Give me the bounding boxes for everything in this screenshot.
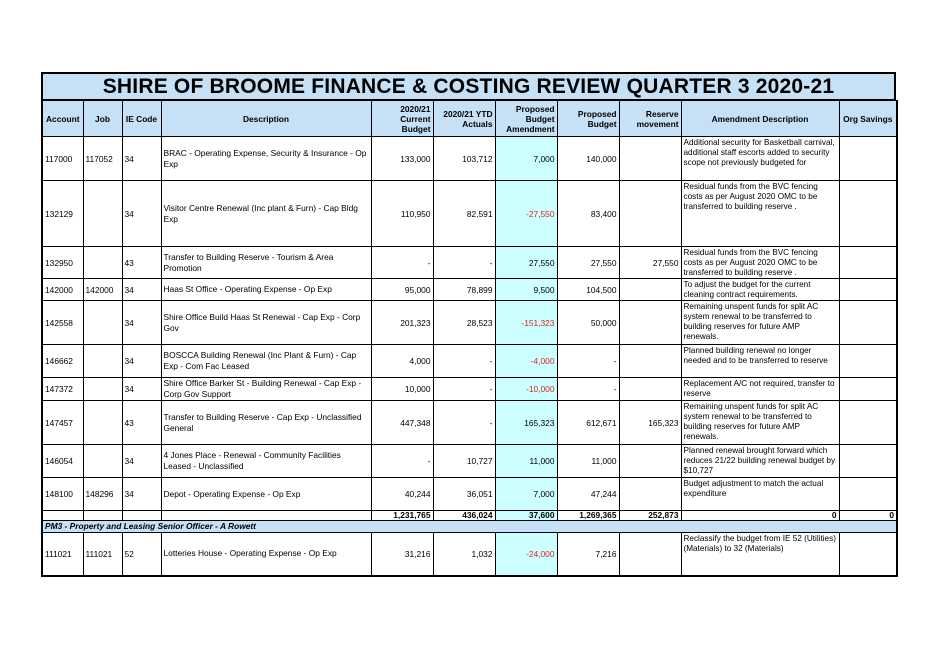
table-row: [42, 345, 897, 378]
ie-code-cell: 34: [122, 345, 161, 378]
description-cell: Lotteries House - Operating Expense - Op Exp: [161, 533, 371, 576]
description-cell: BOSCCA Building Renewal (Inc Plant & Furn) - Cap Exp - Com Fac Leased: [161, 345, 371, 378]
total-ytd-actuals: 436,024: [433, 511, 495, 521]
job-cell: 148296: [83, 478, 122, 511]
header-row: [42, 101, 897, 137]
org-savings-cell: [839, 137, 897, 181]
table-row: [42, 247, 897, 279]
reserve-movement-cell: [619, 533, 681, 576]
job-cell: 142000: [83, 279, 122, 301]
reserve-movement-cell: [619, 279, 681, 301]
description-cell: 4 Jones Place - Renewal - Community Facilities Leased - Unclassified: [161, 445, 371, 478]
org-savings-cell: [839, 401, 897, 445]
current-budget-cell: 447,348: [371, 401, 433, 445]
proposed-budget-cell: 140,000: [557, 137, 619, 181]
empty-cell: [122, 511, 161, 521]
col-account: Account: [42, 101, 83, 137]
proposed-budget-cell: 11,000: [557, 445, 619, 478]
total-reserve-movement: 252,873: [619, 511, 681, 521]
amendment-description-cell: Reclassify the budget from IE 52 (Utilities) (Materials) to 32 (Materials): [681, 533, 839, 576]
account-cell: 146662: [42, 345, 83, 378]
ytd-actuals-cell: -: [433, 345, 495, 378]
description-cell: Haas St Office - Operating Expense - Op Exp: [161, 279, 371, 301]
amendment-cell: 11,000: [495, 445, 557, 478]
description-cell: Visitor Centre Renewal (Inc plant & Furn) - Cap Bldg Exp: [161, 181, 371, 247]
col-current-budget: 2020/21 Current Budget: [371, 101, 433, 137]
amendment-description-cell: Remaining unspent funds for split AC system renewal to be transferred to building reserves for future AMP renewals.: [681, 301, 839, 345]
total-org-savings: 0: [839, 511, 897, 521]
total-proposed-budget: 1,269,365: [557, 511, 619, 521]
org-savings-cell: [839, 478, 897, 511]
reserve-movement-cell: [619, 181, 681, 247]
table-row: [42, 378, 897, 401]
description-cell: Shire Office Build Haas St Renewal - Cap Exp - Corp Gov: [161, 301, 371, 345]
org-savings-cell: [839, 533, 897, 576]
amendment-description-cell: Planned building renewal no longer needed and to be transferred to reserve: [681, 345, 839, 378]
amendment-description-cell: Remaining unspent funds for split AC system renewal to be transferred to building reserves for future AMP renewals.: [681, 401, 839, 445]
job-cell: 117052: [83, 137, 122, 181]
amendment-description-cell: Additional security for Basketball carnival, additional staff escorts added to security scope not previously budgeted for: [681, 137, 839, 181]
total-amendment-description: 0: [681, 511, 839, 521]
amendment-cell: 7,000: [495, 137, 557, 181]
account-cell: 142000: [42, 279, 83, 301]
current-budget-cell: -: [371, 445, 433, 478]
ie-code-cell: 34: [122, 137, 161, 181]
proposed-budget-cell: 27,550: [557, 247, 619, 279]
org-savings-cell: [839, 378, 897, 401]
reserve-movement-cell: 165,323: [619, 401, 681, 445]
total-amendment: 37,600: [495, 511, 557, 521]
current-budget-cell: 110,950: [371, 181, 433, 247]
job-cell: [83, 445, 122, 478]
col-org-savings: Org Savings: [839, 101, 897, 137]
empty-cell: [161, 511, 371, 521]
description-cell: Depot - Operating Expense - Op Exp: [161, 478, 371, 511]
org-savings-cell: [839, 247, 897, 279]
ytd-actuals-cell: 28,523: [433, 301, 495, 345]
current-budget-cell: 4,000: [371, 345, 433, 378]
table-row: [42, 445, 897, 478]
totals-row: [42, 511, 897, 521]
amendment-description-cell: Residual funds from the BVC fencing costs as per August 2020 OMC to be transferred to building reserve .: [681, 181, 839, 247]
job-cell: [83, 181, 122, 247]
section-row: [42, 521, 897, 533]
table-row: [42, 279, 897, 301]
proposed-budget-cell: 83,400: [557, 181, 619, 247]
empty-cell: [83, 511, 122, 521]
table-row: [42, 401, 897, 445]
ie-code-cell: 34: [122, 445, 161, 478]
ie-code-cell: 34: [122, 279, 161, 301]
ie-code-cell: 43: [122, 247, 161, 279]
amendment-description-cell: Budget adjustment to match the actual expenditure: [681, 478, 839, 511]
report-title: SHIRE OF BROOME FINANCE & COSTING REVIEW QUARTER 3 2020-21: [41, 72, 896, 100]
ie-code-cell: 34: [122, 478, 161, 511]
proposed-budget-cell: 47,244: [557, 478, 619, 511]
proposed-budget-cell: 612,671: [557, 401, 619, 445]
ytd-actuals-cell: 1,032: [433, 533, 495, 576]
job-cell: [83, 345, 122, 378]
ytd-actuals-cell: 78,899: [433, 279, 495, 301]
amendment-cell: -24,000: [495, 533, 557, 576]
proposed-budget-cell: -: [557, 378, 619, 401]
col-ie-code: IE Code: [122, 101, 161, 137]
amendment-cell: -10,000: [495, 378, 557, 401]
amendment-cell: 27,550: [495, 247, 557, 279]
amendment-description-cell: Residual funds from the BVC fencing costs as per August 2020 OMC to be transferred to building reserve .: [681, 247, 839, 279]
account-cell: 148100: [42, 478, 83, 511]
ytd-actuals-cell: -: [433, 378, 495, 401]
description-cell: Transfer to Building Reserve - Cap Exp - Unclassified General: [161, 401, 371, 445]
account-cell: 142558: [42, 301, 83, 345]
account-cell: 132950: [42, 247, 83, 279]
proposed-budget-cell: 7,216: [557, 533, 619, 576]
job-cell: [83, 401, 122, 445]
amendment-cell: 9,500: [495, 279, 557, 301]
reserve-movement-cell: [619, 378, 681, 401]
table-row: [42, 181, 897, 247]
account-cell: 117000: [42, 137, 83, 181]
spreadsheet: [41, 72, 896, 577]
org-savings-cell: [839, 181, 897, 247]
reserve-movement-cell: [619, 301, 681, 345]
col-amendment-description: Amendment Description: [681, 101, 839, 137]
table-body: [42, 137, 897, 576]
org-savings-cell: [839, 345, 897, 378]
section-label: PM3 - Property and Leasing Senior Officer - A Rowett: [42, 521, 897, 533]
amendment-cell: 165,323: [495, 401, 557, 445]
ytd-actuals-cell: 10,727: [433, 445, 495, 478]
col-description: Description: [161, 101, 371, 137]
table-row: [42, 478, 897, 511]
col-reserve-movement: Reserve movement: [619, 101, 681, 137]
account-cell: 132129: [42, 181, 83, 247]
col-proposed-budget: Proposed Budget: [557, 101, 619, 137]
account-cell: 111021: [42, 533, 83, 576]
description-cell: Transfer to Building Reserve - Tourism & Area Promotion: [161, 247, 371, 279]
ytd-actuals-cell: -: [433, 247, 495, 279]
ytd-actuals-cell: 36,051: [433, 478, 495, 511]
org-savings-cell: [839, 279, 897, 301]
reserve-movement-cell: [619, 137, 681, 181]
amendment-description-cell: Replacement A/C not required, transfer to reserve: [681, 378, 839, 401]
col-ytd-actuals: 2020/21 YTD Actuals: [433, 101, 495, 137]
amendment-cell: 7,000: [495, 478, 557, 511]
org-savings-cell: [839, 445, 897, 478]
reserve-movement-cell: [619, 345, 681, 378]
ie-code-cell: 52: [122, 533, 161, 576]
proposed-budget-cell: 50,000: [557, 301, 619, 345]
current-budget-cell: 95,000: [371, 279, 433, 301]
ytd-actuals-cell: 103,712: [433, 137, 495, 181]
ie-code-cell: 34: [122, 378, 161, 401]
budget-table: [41, 100, 898, 577]
current-budget-cell: 31,216: [371, 533, 433, 576]
org-savings-cell: [839, 301, 897, 345]
amendment-description-cell: Planned renewal brought forward which reduces 21/22 building renewal budget by $10,727: [681, 445, 839, 478]
ie-code-cell: 43: [122, 401, 161, 445]
amendment-description-cell: To adjust the budget for the current cleaning contract requirements.: [681, 279, 839, 301]
ytd-actuals-cell: 82,591: [433, 181, 495, 247]
job-cell: [83, 247, 122, 279]
reserve-movement-cell: [619, 445, 681, 478]
current-budget-cell: 40,244: [371, 478, 433, 511]
ytd-actuals-cell: -: [433, 401, 495, 445]
ie-code-cell: 34: [122, 181, 161, 247]
current-budget-cell: 201,323: [371, 301, 433, 345]
table-row: [42, 533, 897, 576]
table-row: [42, 301, 897, 345]
amendment-cell: -27,550: [495, 181, 557, 247]
description-cell: Shire Office Barker St - Building Renewal - Cap Exp - Corp Gov Support: [161, 378, 371, 401]
account-cell: 147372: [42, 378, 83, 401]
table-row: [42, 137, 897, 181]
job-cell: [83, 301, 122, 345]
job-cell: [83, 378, 122, 401]
reserve-movement-cell: [619, 478, 681, 511]
total-current-budget: 1,231,765: [371, 511, 433, 521]
current-budget-cell: 133,000: [371, 137, 433, 181]
description-cell: BRAC - Operating Expense, Security & Insurance - Op Exp: [161, 137, 371, 181]
col-job: Job: [83, 101, 122, 137]
amendment-cell: -151,323: [495, 301, 557, 345]
reserve-movement-cell: 27,550: [619, 247, 681, 279]
account-cell: 146054: [42, 445, 83, 478]
ie-code-cell: 34: [122, 301, 161, 345]
amendment-cell: -4,000: [495, 345, 557, 378]
proposed-budget-cell: 104,500: [557, 279, 619, 301]
job-cell: 111021: [83, 533, 122, 576]
empty-cell: [42, 511, 83, 521]
col-proposed-amendment: Proposed Budget Amendment: [495, 101, 557, 137]
current-budget-cell: 10,000: [371, 378, 433, 401]
proposed-budget-cell: -: [557, 345, 619, 378]
account-cell: 147457: [42, 401, 83, 445]
current-budget-cell: -: [371, 247, 433, 279]
